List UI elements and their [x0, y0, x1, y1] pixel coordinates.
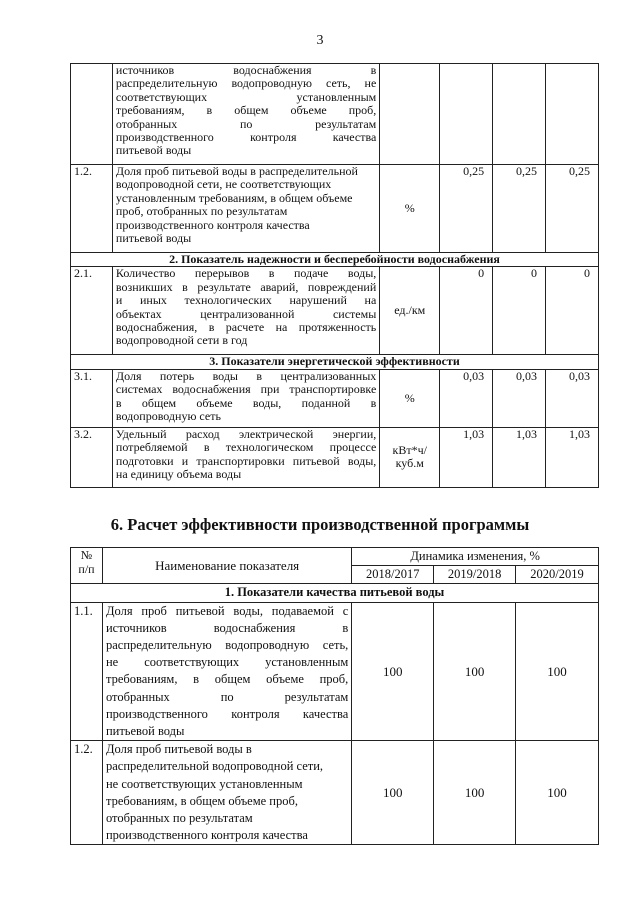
value-cell: 0,25	[493, 165, 546, 253]
value-cell	[546, 64, 599, 165]
section-row	[71, 355, 599, 369]
indicator-name: Доля проб питьевой воды, подаваемой с источников водоснабжения в распределительную водопроводную сеть, не соответствующих установленным требованиям, в общем объеме проб, отобранных по результатам производственного контроля качества питьевой воды	[102, 602, 351, 741]
year-header: 2020/2019	[516, 566, 599, 584]
indicator-name: Удельный расход электрической энергии, потребляемой в технологическом процессе подготовки и транспортировки питьевой воды, на единицу объема воды	[112, 427, 379, 487]
value-cell: 1,03	[546, 427, 599, 487]
value-cell: 0,03	[546, 369, 599, 427]
section-row	[71, 253, 599, 267]
value-cell: 1,03	[493, 427, 546, 487]
row-number: 1.2.	[71, 165, 113, 253]
section-title: 1. Показатели качества питьевой воды	[71, 584, 599, 602]
value-cell: 100	[352, 741, 434, 845]
indicator-name: Доля проб питьевой воды в распределительной водопроводной сети, не соответствующих установленным требованиям, в общем объеме проб, отобранных по результатам производственного контроля качества	[102, 741, 351, 845]
row-number: 3.1.	[71, 369, 113, 427]
row-number: 2.1.	[71, 267, 113, 355]
year-header: 2018/2017	[352, 566, 434, 584]
section-row	[71, 584, 599, 602]
value-cell: 1,03	[440, 427, 493, 487]
value-cell: 0	[546, 267, 599, 355]
header-row	[71, 548, 599, 566]
page-number: 3	[316, 33, 324, 48]
efficiency-table	[70, 547, 599, 845]
unit-cell: кВт*ч/ куб.м	[380, 427, 440, 487]
table-row	[71, 267, 599, 355]
row-number	[71, 64, 113, 165]
table-row	[71, 165, 599, 253]
indicator-name: Количество перерывов в подаче воды, возникших в результате аварий, повреждений и иных технологических нарушений на объектах централизованной системы водоснабжения, в расчете на протяженность водопроводной сети в год	[112, 267, 379, 355]
section-heading: 6. Расчет эффективности производственной программы	[110, 515, 530, 534]
indicators-table	[70, 63, 599, 488]
indicator-name: Доля проб питьевой воды в распределительной водопроводной сети, не соответствующих установленным требованиям, в общем объеме проб, отобранных по результатам производственного контроля качества питьевой воды	[112, 165, 379, 253]
value-cell: 100	[516, 741, 599, 845]
unit-cell: ед./км	[380, 267, 440, 355]
col-dynamics-header: Динамика изменения, %	[352, 548, 599, 566]
value-cell: 0,25	[440, 165, 493, 253]
unit-cell: %	[380, 165, 440, 253]
table-row	[71, 741, 599, 845]
col-number-header: № п/п	[71, 548, 103, 584]
table-row	[71, 602, 599, 741]
value-cell: 100	[434, 741, 516, 845]
row-number: 3.2.	[71, 427, 113, 487]
table-row	[71, 64, 599, 165]
value-cell: 100	[516, 602, 599, 741]
indicator-name: источников водоснабжения в распределительную водопроводную сеть, не соответствующих установленным требованиям, в общем объеме проб, отобранных по результатам производственного контроля качества питьевой воды	[112, 64, 379, 165]
year-header: 2019/2018	[434, 566, 516, 584]
unit-cell	[380, 64, 440, 165]
table-row	[71, 427, 599, 487]
value-cell: 100	[352, 602, 434, 741]
value-cell	[440, 64, 493, 165]
col-name-header: Наименование показателя	[102, 548, 351, 584]
value-cell: 100	[434, 602, 516, 741]
value-cell: 0,03	[440, 369, 493, 427]
section-title: 3. Показатели энергетической эффективности	[71, 355, 599, 369]
value-cell: 0,25	[546, 165, 599, 253]
value-cell: 0	[493, 267, 546, 355]
row-number: 1.2.	[71, 741, 103, 845]
section-title: 2. Показатель надежности и бесперебойности водоснабжения	[71, 253, 599, 267]
value-cell	[493, 64, 546, 165]
value-cell: 0,03	[493, 369, 546, 427]
unit-cell: %	[380, 369, 440, 427]
indicator-name: Доля потерь воды в централизованных системах водоснабжения при транспортировке в общем объеме воды, поданной в водопроводную сеть	[112, 369, 379, 427]
table-row	[71, 369, 599, 427]
row-number: 1.1.	[71, 602, 103, 741]
value-cell: 0	[440, 267, 493, 355]
